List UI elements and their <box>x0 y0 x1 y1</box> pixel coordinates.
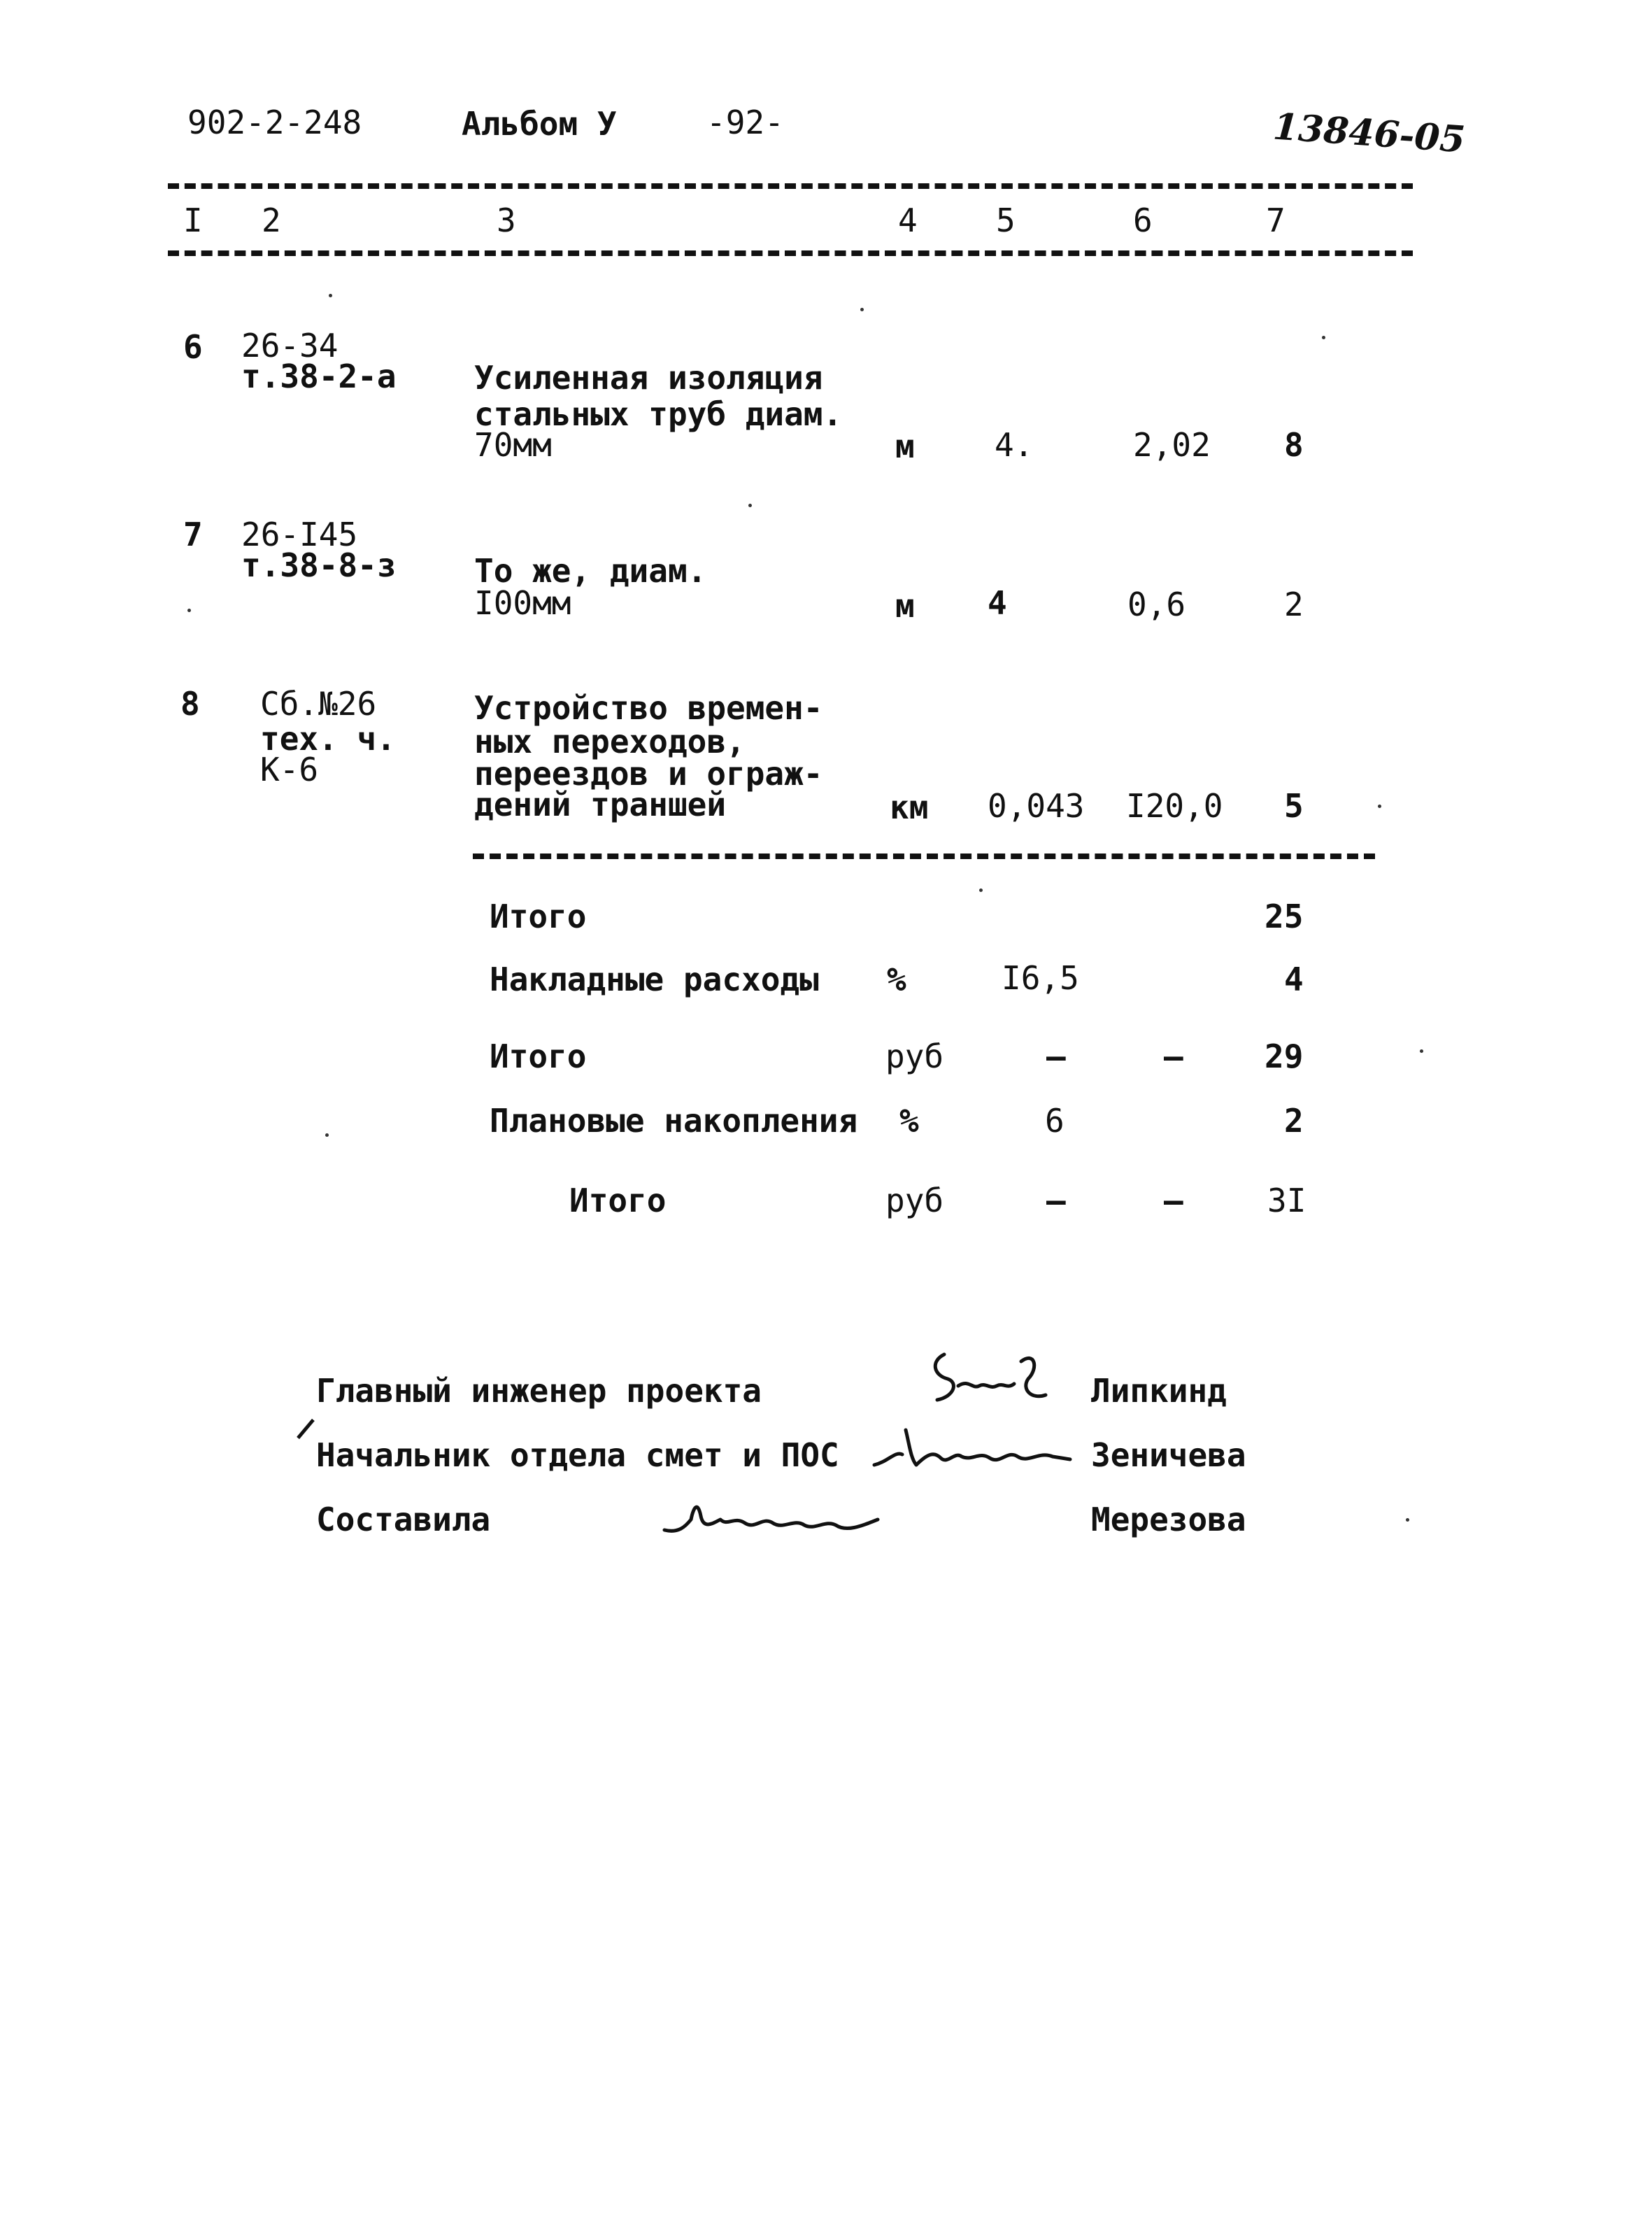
signature-role-compiler: Составила <box>316 1501 491 1538</box>
row-6-number: 6 <box>183 328 203 366</box>
scan-speck <box>1378 805 1381 808</box>
col-header-2: 2 <box>262 201 281 239</box>
scan-speck <box>1406 1518 1409 1522</box>
row-8-unit: км <box>890 788 929 826</box>
row-6-name-line1: Усиленная изоляция <box>474 359 823 397</box>
summary-overhead-total: 4 <box>1284 961 1304 998</box>
row-7-code-line2: т.38-8-з <box>241 546 397 584</box>
album-label: Альбом У <box>462 105 617 143</box>
row-7-unit: м <box>895 587 915 625</box>
signature-mark-chief-engineer <box>916 1347 1056 1410</box>
summary-grand-total-price: – <box>1164 1182 1183 1219</box>
row-8-quantity: 0,043 <box>988 787 1085 825</box>
row-8-name-line3: переездов и ограж- <box>474 755 823 793</box>
scan-speck <box>748 504 752 507</box>
summary-grand-total-rate: – <box>1046 1182 1066 1219</box>
scan-speck <box>1420 1049 1423 1053</box>
row-7-number: 7 <box>183 516 203 553</box>
row-8-name-line4: дений траншей <box>474 786 727 823</box>
summary-overhead-unit: % <box>887 961 906 998</box>
summary-total-unit: руб <box>885 1037 944 1075</box>
summary-planned-label: Плановые накопления <box>490 1102 858 1140</box>
summary-grand-total-unit: руб <box>885 1182 944 1219</box>
scan-speck <box>187 609 191 612</box>
row-8-total: 5 <box>1284 787 1304 825</box>
summary-planned-unit: % <box>899 1102 919 1140</box>
row-8-name-line1: Устройство времен- <box>474 689 823 727</box>
row-8-number: 8 <box>180 685 200 723</box>
row-8-code-line3: К-6 <box>260 751 319 788</box>
divider-summary <box>473 854 1375 859</box>
signature-mark-compiler <box>657 1492 888 1547</box>
col-header-7: 7 <box>1266 201 1286 239</box>
summary-subtotal-label: Итого <box>490 898 587 935</box>
signature-name-compiler: Мерезова <box>1091 1501 1246 1538</box>
divider-top <box>168 183 1413 189</box>
col-header-6: 6 <box>1133 201 1153 239</box>
handwritten-number: 13846-05 <box>1272 105 1467 162</box>
signature-role-chief-engineer: Главный инженер проекта <box>316 1372 762 1410</box>
summary-total-price: – <box>1164 1037 1183 1075</box>
row-7-name-line2: I00мм <box>474 584 571 622</box>
row-6-price: 2,02 <box>1133 426 1211 464</box>
row-8-price: I20,0 <box>1126 787 1223 825</box>
summary-planned-total: 2 <box>1284 1102 1304 1140</box>
row-6-code-line2: т.38-2-а <box>241 357 397 395</box>
scan-speck <box>329 294 332 297</box>
scan-speck <box>1322 336 1325 339</box>
summary-subtotal-total: 25 <box>1265 898 1304 935</box>
row-6-unit: м <box>895 427 915 465</box>
row-7-code-line1: 26-I45 <box>241 516 358 553</box>
summary-total-label: Итого <box>490 1037 587 1075</box>
scan-speck <box>860 308 864 311</box>
row-6-total: 8 <box>1284 426 1304 464</box>
document-code: 902-2-248 <box>187 104 362 141</box>
row-7-name-line1: То же, диам. <box>474 552 707 590</box>
summary-overhead-label: Накладные расходы <box>490 961 819 998</box>
summary-total-rate: – <box>1046 1037 1066 1075</box>
scan-speck <box>979 888 983 892</box>
summary-planned-rate: 6 <box>1045 1102 1064 1140</box>
row-7-price: 0,6 <box>1127 586 1186 623</box>
summary-grand-total-total: 3I <box>1267 1182 1306 1219</box>
summary-overhead-rate: I6,5 <box>1002 959 1079 997</box>
col-header-1: I <box>183 201 203 239</box>
row-6-quantity: 4. <box>995 426 1034 464</box>
summary-grand-total-label: Итого <box>569 1182 667 1219</box>
row-7-total: 2 <box>1284 586 1304 623</box>
row-6-name-line3: 70мм <box>474 426 552 464</box>
row-8-code-line2: тех. ч. <box>260 720 396 758</box>
col-header-4: 4 <box>898 201 918 239</box>
row-6-name-line2: стальных труб диам. <box>474 395 843 433</box>
signature-name-department-head: Зеничева <box>1091 1436 1246 1474</box>
col-header-3: 3 <box>497 201 516 239</box>
divider-header-bottom <box>168 250 1413 256</box>
signature-mark-department-head <box>867 1423 1077 1479</box>
row-8-name-line2: ных переходов, <box>474 723 746 760</box>
signature-role-department-head: Начальник отдела смет и ПОС <box>316 1436 839 1474</box>
signature-name-chief-engineer: Липкинд <box>1091 1372 1227 1410</box>
col-header-5: 5 <box>996 201 1016 239</box>
stroke-mark <box>297 1419 315 1439</box>
row-6-code-line1: 26-34 <box>241 327 339 364</box>
summary-total-total: 29 <box>1265 1037 1304 1075</box>
row-8-code-line1: Сб.№26 <box>260 685 377 723</box>
scan-speck <box>325 1133 329 1137</box>
page-number: -92- <box>706 104 784 141</box>
row-7-quantity: 4 <box>988 584 1007 622</box>
